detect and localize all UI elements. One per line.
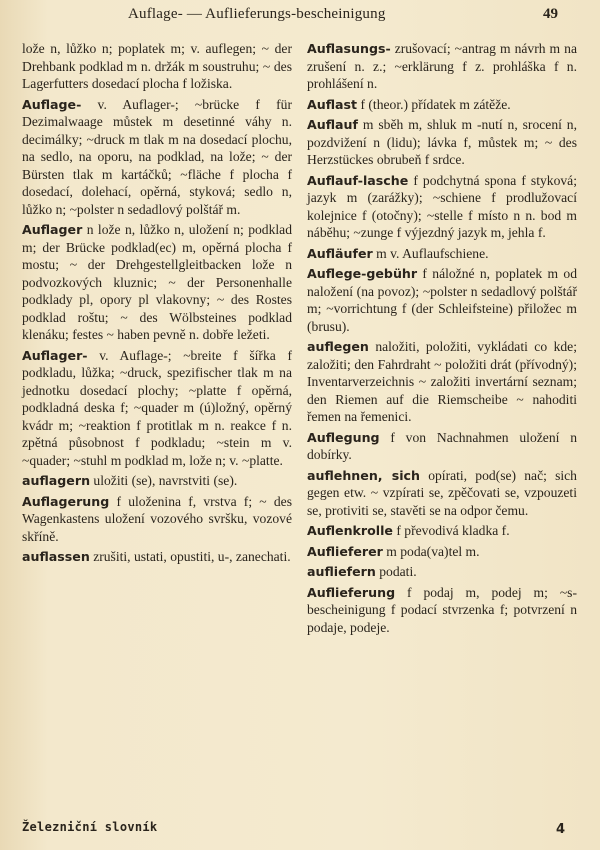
- entry-headword: Auflagerung: [22, 493, 110, 509]
- entry-text: f podaj m, podej m; ~s-bescheinigung f podací stvrzenka f; potvrzení n podaje, podeje.: [307, 584, 577, 635]
- dictionary-entry: [307, 543, 577, 561]
- dictionary-entry: [307, 467, 577, 520]
- entry-text: uložiti (se), navrstviti (se).: [90, 473, 238, 488]
- dictionary-entry: [22, 96, 292, 219]
- dictionary-entry: [307, 116, 577, 169]
- dictionary-entry: [22, 221, 292, 344]
- entry-text: m sběh m, shluk m -nutí n, srocení n, pozdvižení n (lidu); lávka f, můstek m; ~ des Herzstückes obrubeň f srdce.: [307, 117, 577, 167]
- entry-text: zrušovací; ~antrag m návrh m na zrušení n. z.; ~erklärung f z. prohláška f n. prohlášení n.: [307, 41, 577, 91]
- entry-headword: auflagern: [22, 473, 91, 488]
- right-column: [307, 40, 577, 639]
- dictionary-entry: [307, 96, 577, 114]
- dictionary-entry: [307, 429, 577, 464]
- entry-headword: auflassen: [22, 549, 90, 564]
- dictionary-entry: [307, 338, 577, 426]
- entry-text: f podchytná spona f styková; jazyk m (zarážky); ~schiene f prodlužovací kolejnice f (otočny); ~stelle f místo n n. bod m náběhu; ~zunge f výjezdný jazyk m, jehla f.: [307, 172, 577, 240]
- entry-text: f von Nachnahmen uložení n dobírky.: [307, 429, 577, 462]
- entry-headword: Auflager: [22, 222, 83, 237]
- dictionary-entry: [22, 40, 292, 93]
- signature-mark: 4: [556, 822, 566, 837]
- entry-headword: Auflauf: [307, 117, 358, 132]
- dictionary-entry: [307, 172, 577, 242]
- book-title-footer: Železniční slovník: [22, 820, 158, 834]
- left-column: [22, 40, 292, 569]
- dictionary-entry: [22, 472, 292, 490]
- entry-headword: Auflieferung: [307, 584, 396, 600]
- dictionary-entry: [307, 563, 577, 581]
- entry-headword: Auflegung: [307, 429, 380, 445]
- entry-text: f převodivá kladka f.: [392, 523, 510, 538]
- dictionary-entry: [307, 522, 577, 540]
- dictionary-entry: [22, 493, 292, 546]
- entry-text: opírati, pod(se) nač; sich gegen etw. ~ vzpírati se, zpěčovati se, vzpouzeti se, protiviti se, stavěti se na odpor čemu.: [307, 467, 577, 518]
- entry-text: v. Auflage-; ~breite f šířka f podkladu, lůžka; ~druck, spezifischer tlak m na jednotku dosedací plochy; ~platte f opěrná, podkladná deska f; ~quader m (ú)ložný, opěrný kvádr m; ~reaktion f protitlak m n. reakce f n. zpětná působnost f podkladu; ~stein m v. ~quader; ~stuhl m podklad m, lože n; v. ~platte.: [22, 347, 292, 468]
- page-number: 49: [543, 6, 558, 22]
- entry-headword: Auflasungs-: [307, 41, 391, 56]
- dictionary-entry: [22, 347, 292, 470]
- entry-headword: Auflege-gebühr: [307, 266, 418, 281]
- entry-text: m poda(va)tel m.: [382, 543, 480, 559]
- dictionary-entry: [307, 265, 577, 335]
- entry-headword: auflehnen, sich: [307, 467, 420, 483]
- entry-text: f uloženina f, vrstva f; ~ des Wagenkastens uložení vozového svršku, vozové skříně.: [22, 493, 292, 544]
- entry-headword: aufliefern: [307, 564, 376, 579]
- entry-text: n lože n, lůžko n, uložení n; podklad m; der Brücke podklad(ec) m, opěrná plocha f mostu; ~ der Drehgestellgleitbacken lože n podvozkových kluznic; ~ der Personenhalle podklady pl, opory pl vlakovny; ~ des Rostes podklad roštu; ~ des Wölbsteines podklad klenáku; festes ~ haben pevně n. dobře ležeti.: [22, 222, 292, 342]
- entry-text: zrušiti, ustati, opustiti, u-, zanechati.: [89, 549, 291, 564]
- dictionary-entry: [307, 584, 577, 637]
- entry-headword: Auflenkrolle: [307, 523, 393, 538]
- entry-text: v. Auflager-; ~brücke f für Dezimalwaage můstek m desetinné váhy n. decimálky; ~druck m tlak m na dosedací plochu, na sedlo, na oporu, na podklad, na lože; ~ der Bürsten tlak m kartáčků; ~fläche f plocha f dosedací, dolehací, opěrná, styková; sedlo n, lůžko n; ~polster n sedadlový polštář m.: [22, 96, 292, 217]
- entry-headword: Auflauf-lasche: [307, 172, 409, 188]
- entry-text: f náložné n, poplatek m od naložení (na povoz); ~polster n sedadlový polštář m; ~vorrichtung f (der Schleifsteine) přiložec m (brusu).: [307, 266, 577, 334]
- entry-headword: Auflieferer: [307, 543, 383, 559]
- entry-text: f (theor.) přídatek m zátěže.: [357, 96, 511, 112]
- dictionary-entry: [307, 40, 577, 93]
- entry-text: m v. Auflaufschiene.: [372, 245, 489, 261]
- entry-headword: Auflager-: [22, 347, 88, 363]
- entry-headword: auflegen: [307, 339, 369, 354]
- entry-text: naložiti, položiti, vykládati co kde; založiti; den Fahrdraht ~ položiti drát (přívodný); Inventarverzeichnis ~ založiti invertární seznam; den Riemen auf die Riemscheibe ~ nahoditi řemen na řemenici.: [307, 339, 577, 424]
- page-header: [0, 6, 600, 28]
- entry-headword: Auflast: [307, 96, 358, 112]
- entry-headword: Auflage-: [22, 96, 82, 112]
- entry-headword: Aufläufer: [307, 245, 373, 261]
- running-title: Auflage- — Auflieferungs-bescheinigung: [128, 6, 386, 22]
- dictionary-entry: [307, 245, 577, 263]
- dictionary-entry: [22, 548, 292, 566]
- entry-text: podati.: [375, 564, 417, 579]
- entry-text: lože n, lůžko n; poplatek m; v. auflegen; ~ der Drehbank podklad m n. držák m soustruhu; ~ des Lagerfutters dosedací plocha f ložiska.: [22, 41, 292, 91]
